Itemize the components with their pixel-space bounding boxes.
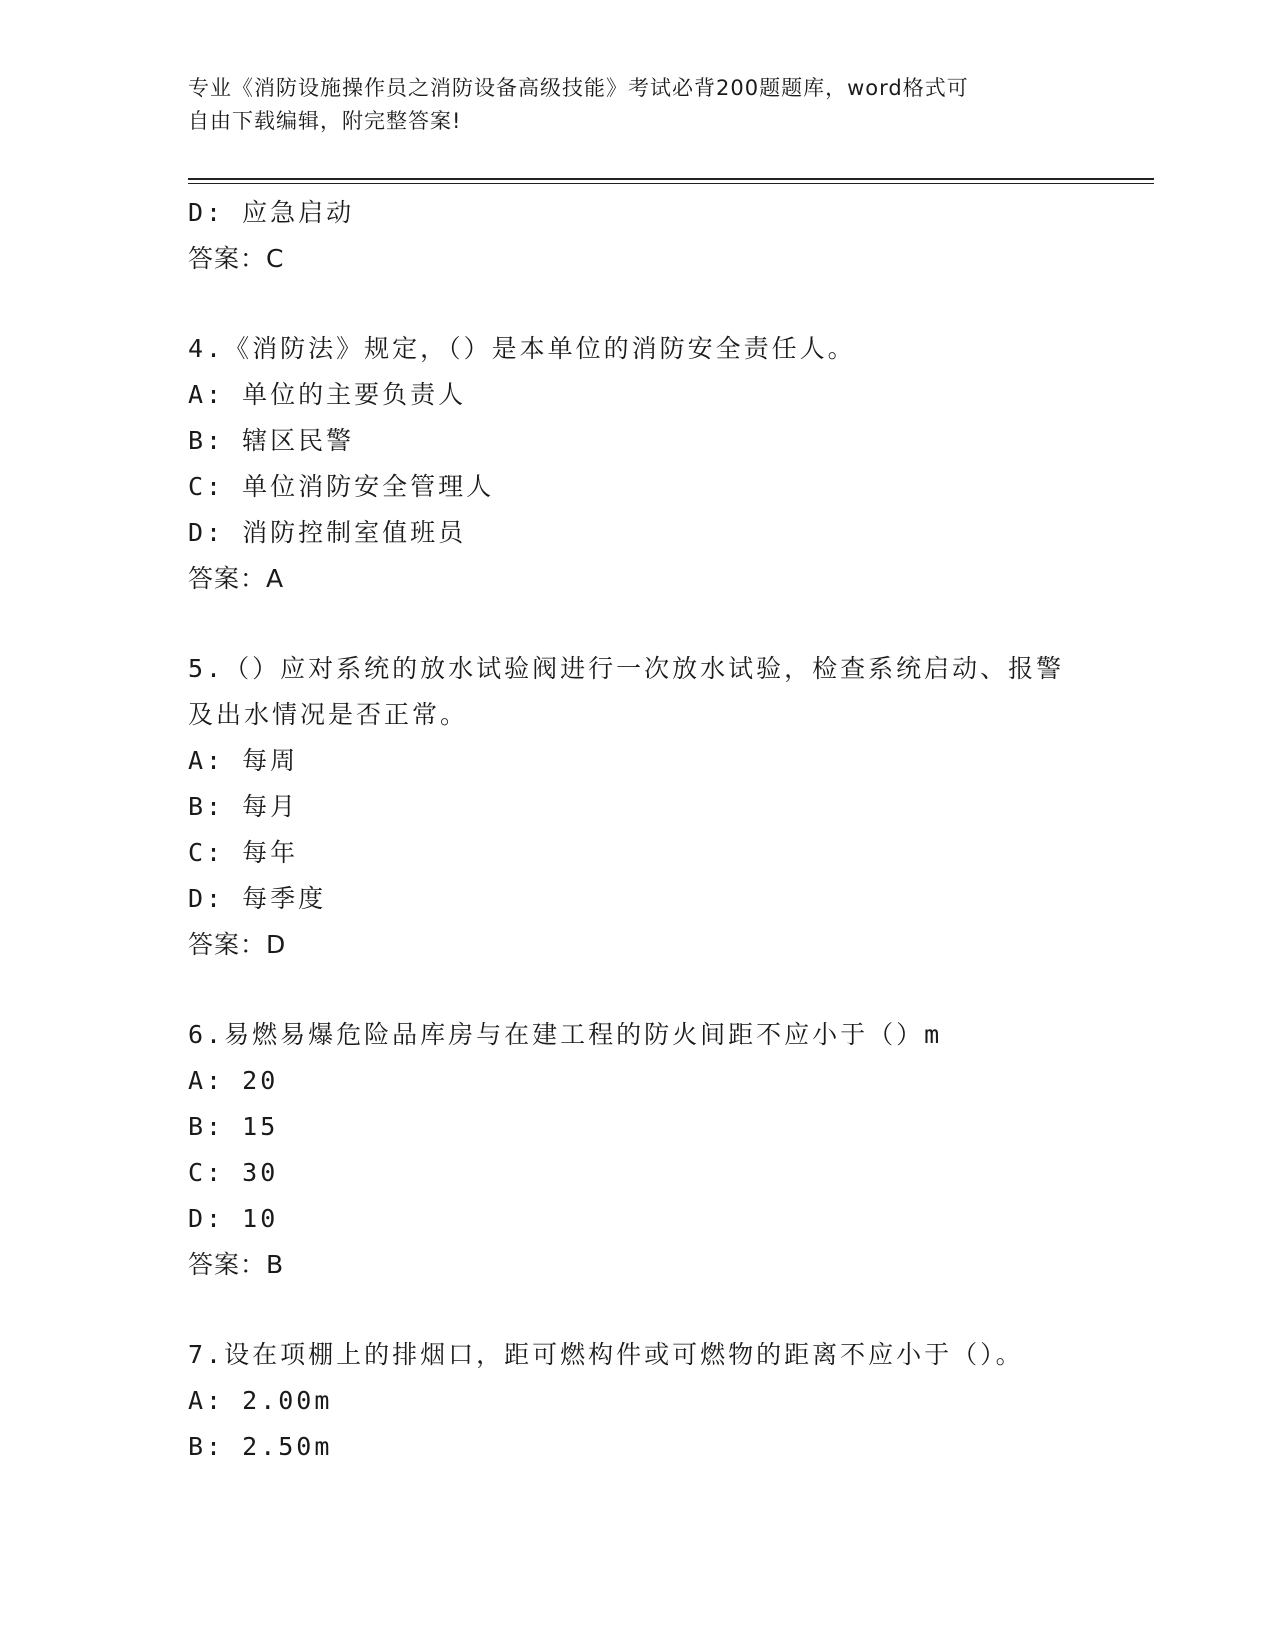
document-body: [188, 190, 1088, 1514]
question-text: 7.设在项棚上的排烟口，距可燃构件或可燃物的距离不应小于（）。: [188, 1340, 1024, 1369]
question-4: [188, 326, 1088, 602]
header-line-2: 自由下载编辑，附完整答案!: [188, 109, 462, 133]
answer: 答案：B: [188, 1250, 285, 1279]
option-c: C: 30: [188, 1158, 279, 1187]
option-d: D: 应急启动: [188, 198, 355, 227]
option-a: A: 单位的主要负责人: [188, 380, 467, 409]
option-d: D: 10: [188, 1204, 279, 1233]
answer: 答案：C: [188, 244, 285, 273]
answer: 答案：A: [188, 564, 285, 593]
option-b: B: 每月: [188, 792, 299, 821]
option-c: C: 单位消防安全管理人: [188, 472, 495, 501]
answer: 答案：D: [188, 930, 287, 959]
option-a: A: 20: [188, 1066, 279, 1095]
header-rule-thick: [188, 178, 1154, 180]
option-b: B: 15: [188, 1112, 279, 1141]
option-a: A: 每周: [188, 746, 299, 775]
option-b: B: 辖区民警: [188, 426, 355, 455]
question-text: 6.易燃易爆危险品库房与在建工程的防火间距不应小于（）m: [188, 1020, 943, 1049]
question-7: [188, 1332, 1088, 1470]
option-a: A: 2.00m: [188, 1386, 333, 1415]
option-d: D: 消防控制室值班员: [188, 518, 467, 547]
option-c: C: 每年: [188, 838, 299, 867]
option-d: D: 每季度: [188, 884, 327, 913]
header-rule-thin: [188, 183, 1154, 184]
question-text: 5.（）应对系统的放水试验阀进行一次放水试验，检查系统启动、报警及出水情况是否正常。: [188, 654, 1065, 729]
question-5: [188, 646, 1088, 968]
question-fragment: [188, 190, 1088, 282]
question-6: [188, 1012, 1088, 1288]
question-text: 4.《消防法》规定，（）是本单位的消防安全责任人。: [188, 334, 856, 363]
option-b: B: 2.50m: [188, 1432, 333, 1461]
header-line-1: 专业《消防设施操作员之消防设备高级技能》考试必背200题题库，word格式可: [188, 76, 969, 100]
document-header: [188, 72, 1068, 138]
